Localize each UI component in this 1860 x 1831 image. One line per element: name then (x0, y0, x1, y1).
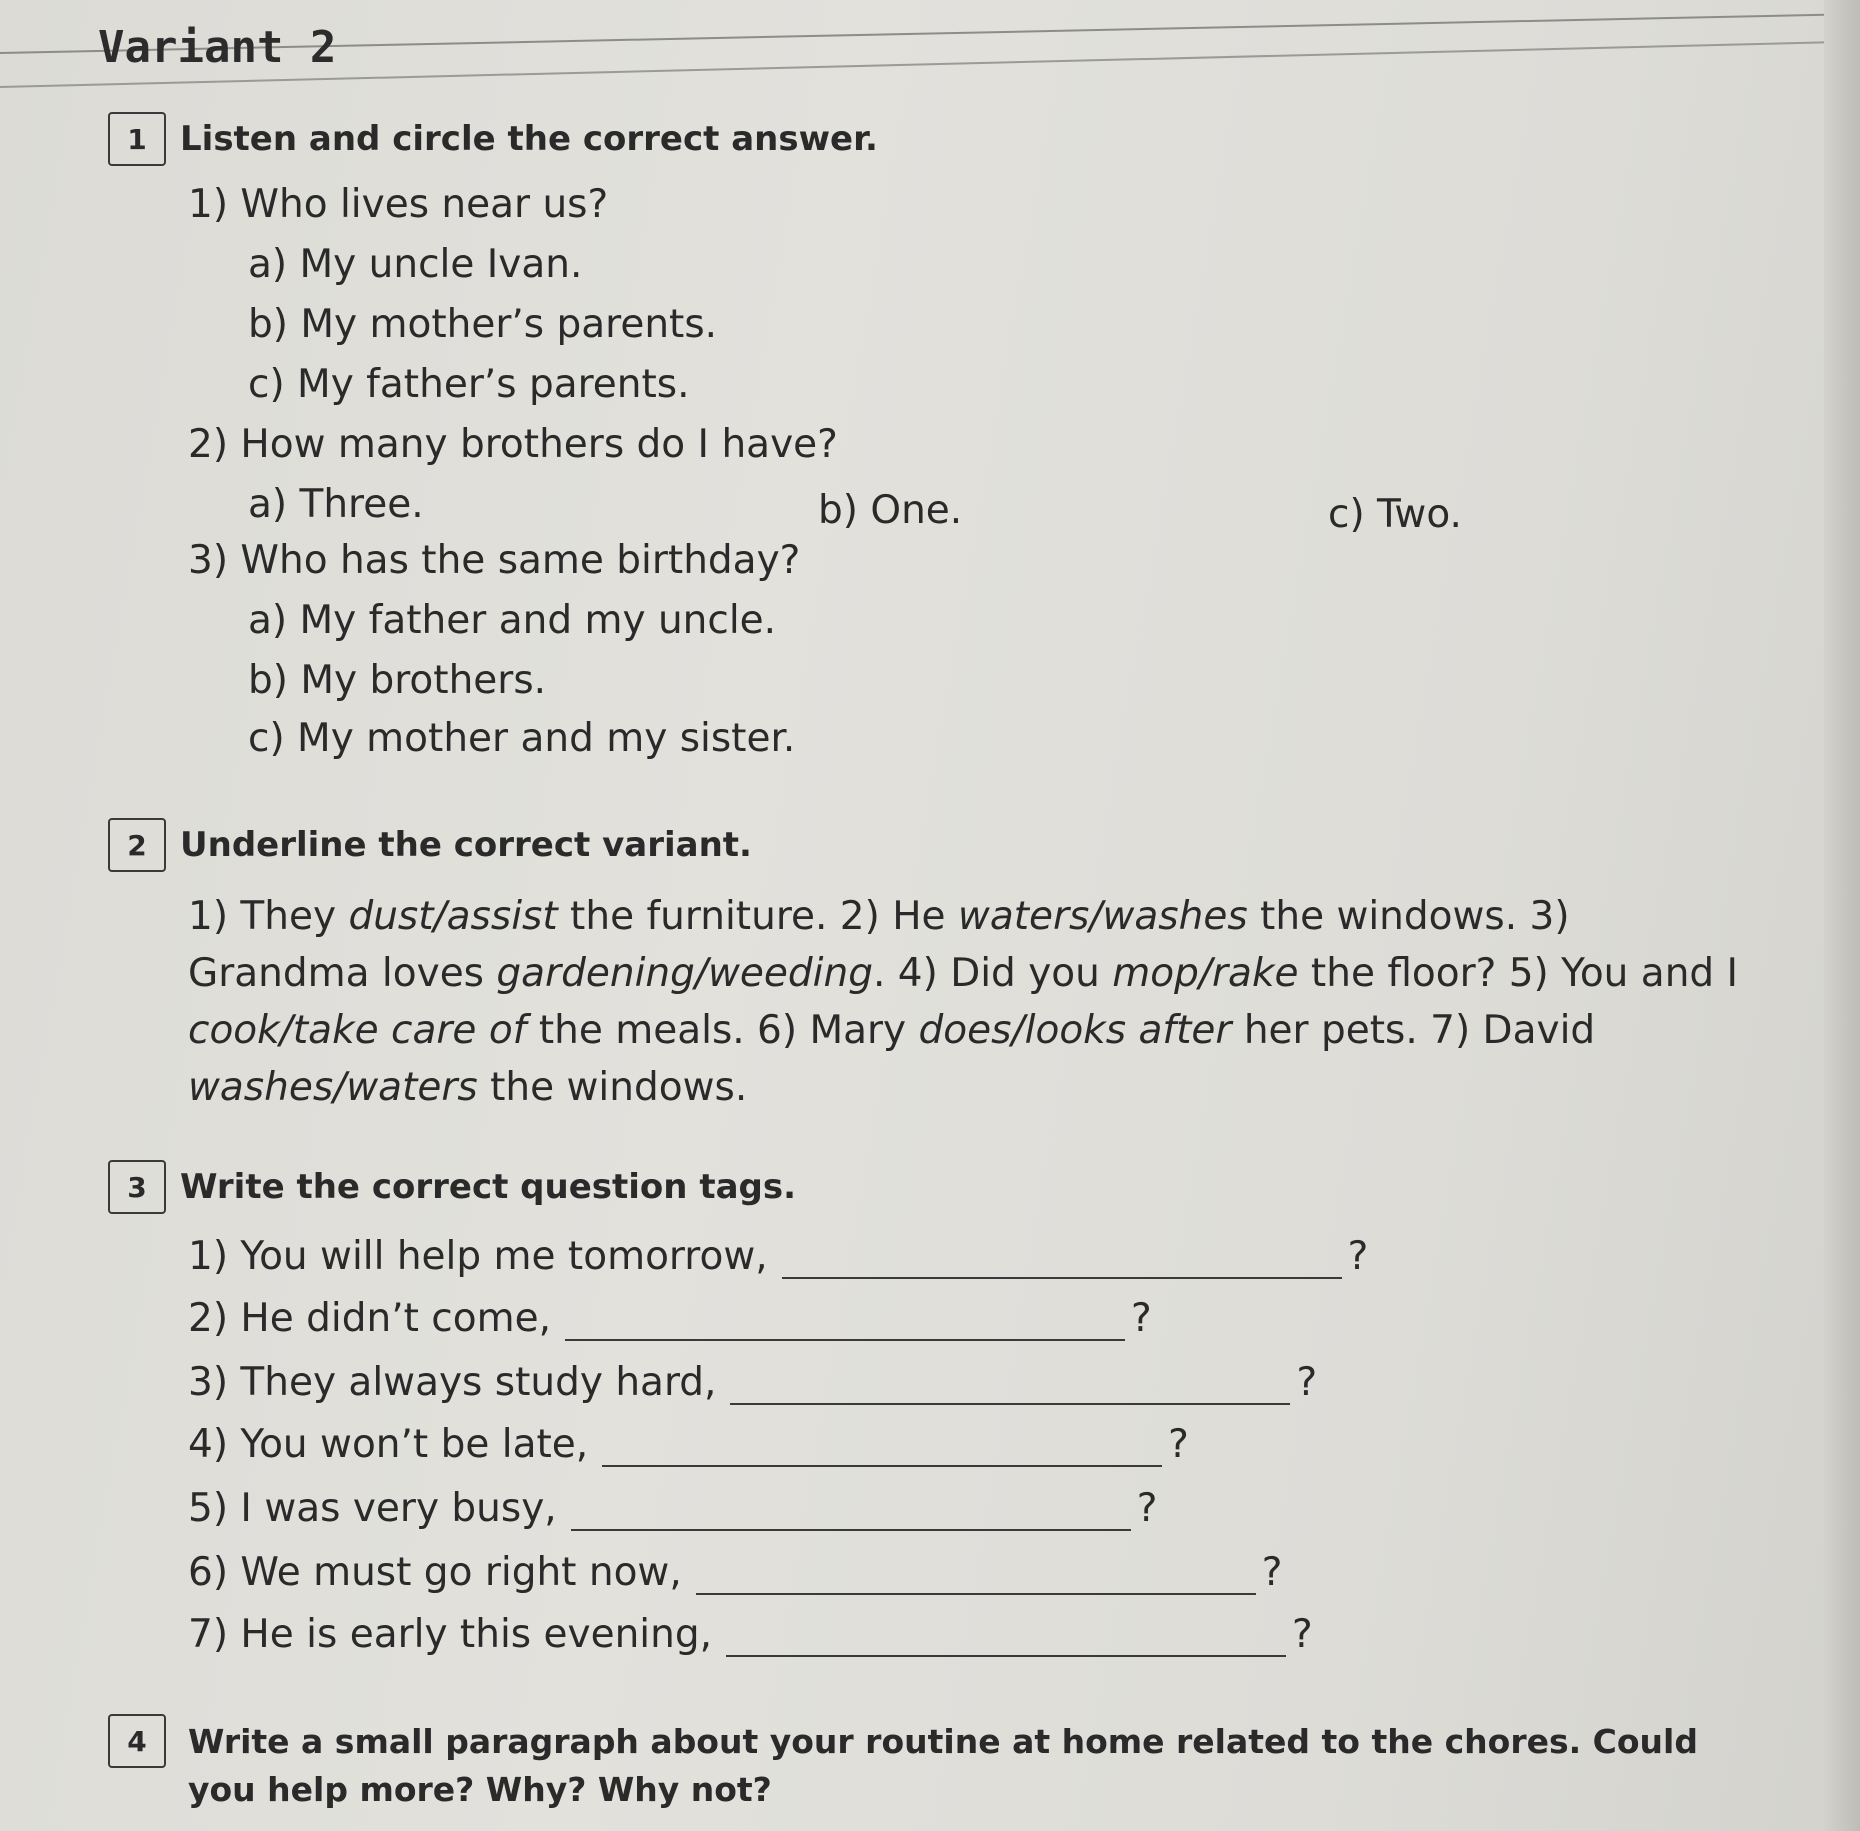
task-3-header (108, 1160, 796, 1214)
question-mark: ? (1347, 1234, 1369, 1279)
task-2-text: the windows. (477, 1065, 748, 1110)
question-mark: ? (1168, 1422, 1189, 1467)
task-4-instruction: Write a small paragraph about your routine at home related to the chores. Could you help more? Why? Why not? (188, 1722, 1698, 1809)
answer-blank[interactable] (571, 1491, 1131, 1531)
task-3-item-text: 2) He didn’t come, (188, 1296, 551, 1341)
answer-blank[interactable] (602, 1427, 1162, 1467)
task-1-q2-option-a[interactable]: a) Three. (248, 482, 424, 527)
answer-blank[interactable] (782, 1239, 1342, 1279)
task-3-item-7 (188, 1612, 1313, 1657)
task-2-choice-2[interactable]: waters/washes (957, 894, 1248, 939)
task-2-paragraph (188, 888, 1748, 1116)
task-2-text: the meals. 6) Mary (526, 1008, 919, 1053)
task-2-number-box: 2 (108, 818, 166, 872)
question-mark: ? (1136, 1486, 1158, 1531)
answer-blank[interactable] (726, 1617, 1286, 1657)
task-3-item-text: 7) He is early this evening, (188, 1612, 712, 1657)
task-3-item-3 (188, 1360, 1317, 1405)
task-1-q2-option-b[interactable]: b) One. (818, 488, 963, 533)
task-2-choice-3[interactable]: gardening/weeding (496, 951, 873, 996)
task-3-item-5 (188, 1486, 1157, 1531)
task-1-question-3: 3) Who has the same birthday? (188, 538, 801, 583)
task-1-q3-option-a[interactable]: a) My father and my uncle. (248, 598, 777, 643)
task-2-text: the windows. 3) Grandma loves (188, 894, 1570, 996)
task-1-q3-option-c[interactable]: c) My mother and my sister. (248, 716, 796, 761)
task-3-item-text: 4) You won’t be late, (188, 1422, 589, 1467)
task-2-text: the floor? 5) You and I (1298, 951, 1739, 996)
answer-blank[interactable] (730, 1365, 1290, 1405)
task-2-choice-7[interactable]: washes/waters (188, 1065, 478, 1110)
task-2-text: her pets. 7) David (1231, 1008, 1596, 1053)
task-2-header (108, 818, 752, 872)
answer-blank[interactable] (565, 1301, 1125, 1341)
task-1-instruction: Listen and circle the correct answer. (180, 119, 878, 159)
task-3-item-2 (188, 1296, 1152, 1341)
task-1-number-box: 1 (108, 112, 166, 166)
answer-blank[interactable] (696, 1555, 1256, 1595)
task-1-q1-option-b[interactable]: b) My mother’s parents. (248, 302, 718, 347)
task-3-item-6 (188, 1550, 1282, 1595)
task-1-q2-option-c[interactable]: c) Two. (1328, 492, 1462, 537)
page-edge-shadow (1824, 0, 1860, 1831)
task-2-text: . 4) Did you (872, 951, 1113, 996)
task-2-choice-6[interactable]: does/looks after (918, 1008, 1232, 1053)
page-title: Variant 2 (98, 22, 337, 73)
task-3-item-4 (188, 1422, 1189, 1467)
task-2-instruction: Underline the correct variant. (180, 825, 752, 865)
task-1-header (108, 112, 878, 166)
task-1-q3-option-b[interactable]: b) My brothers. (248, 658, 547, 703)
task-1-q1-option-a[interactable]: a) My uncle Ivan. (248, 242, 583, 287)
task-3-item-1 (188, 1234, 1368, 1279)
task-3-item-text: 6) We must go right now, (188, 1550, 682, 1595)
task-2-choice-1[interactable]: dust/assist (348, 894, 558, 939)
task-1-question-1: 1) Who lives near us? (188, 182, 609, 227)
question-mark: ? (1130, 1296, 1152, 1341)
question-mark: ? (1292, 1612, 1313, 1657)
task-2-text: 1) They (188, 894, 349, 939)
task-1-q1-option-c[interactable]: c) My father’s parents. (248, 362, 690, 407)
task-2-choice-4[interactable]: mop/rake (1112, 951, 1299, 996)
question-mark: ? (1296, 1360, 1318, 1405)
task-3-item-text: 3) They always study hard, (188, 1360, 717, 1405)
task-4-number-box: 4 (108, 1714, 166, 1768)
task-4-header (108, 1714, 166, 1768)
task-3-number-box: 3 (108, 1160, 166, 1214)
question-mark: ? (1261, 1550, 1283, 1595)
task-2-choice-5[interactable]: cook/take care of (188, 1008, 527, 1053)
task-3-instruction: Write the correct question tags. (180, 1167, 797, 1207)
task-3-item-text: 5) I was very busy, (188, 1486, 557, 1531)
task-2-text: the furniture. 2) He (557, 894, 958, 939)
task-3-item-text: 1) You will help me tomorrow, (188, 1234, 768, 1279)
task-1-question-2: 2) How many brothers do I have? (188, 422, 838, 467)
